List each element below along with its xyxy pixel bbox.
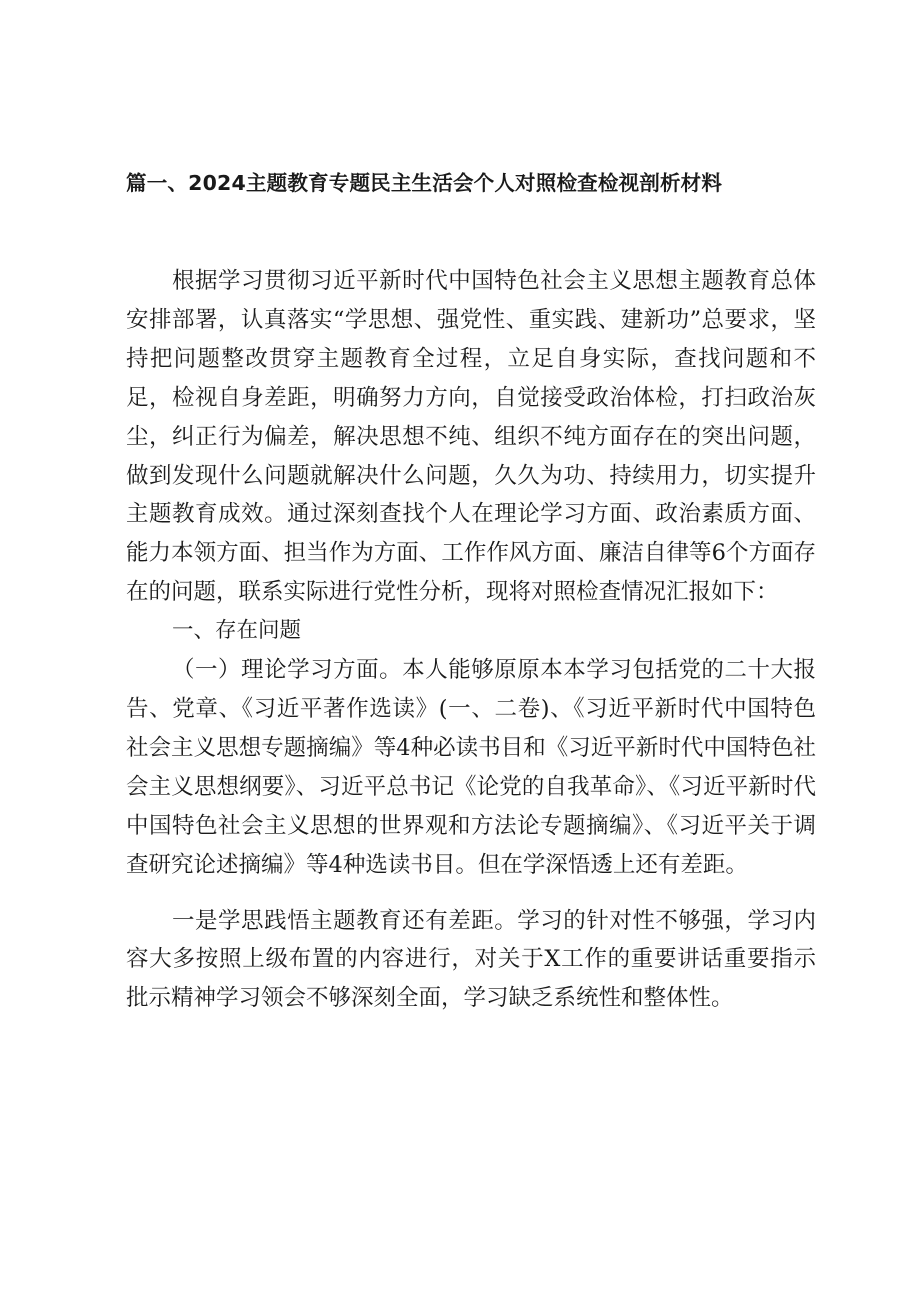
document-title: 篇一、2024主题教育专题民主生活会个人对照检查检视剖析材料 (126, 171, 723, 195)
paragraph-gap (126, 885, 816, 902)
point-one-paragraph: 一是学思践悟主题教育还有差距。学习的针对性不够强，学习内容大多按照上级布置的内容进行，对关于X工作的重要讲话重要指示批示精神学习领会不够深刻全面，学习缺乏系统性和整体性。 (126, 907, 816, 1012)
intro-paragraph: 根据学习贯彻习近平新时代中国特色社会主义思想主题教育总体安排部署，认真落实“学思想、强党性、重实践、建新功”总要求，坚持把问题整改贯穿主题教育全过程，立足自身实际，查找问题和不足，检视自身差距，明确努力方向，自觉接受政治体检，打扫政治灰尘，纠正行为偏差，解决思想不纯、组织不纯方面存在的突出问题，做到发现什么问题就解决什么问题，久久为功、持续用力，切实提升主题教育成效。通过深刻查找个人在理论学习方面、政治素质方面、能力本领方面、担当作为方面、工作作风方面、廉洁自律等6个方面存在的问题，联系实际进行党性分析，现将对照检查情况汇报如下： (126, 268, 816, 606)
theory-study-paragraph: （一）理论学习方面。本人能够原原本本学习包括党的二十大报告、党章、《习近平著作选读》(一、二卷)、《习近平新时代中国特色社会主义思想专题摘编》等4种必读书目和《习近平新时代中国特色社会主义思想纲要》、习近平总书记《论党的自我革命》、《习近平新时代中国特色社会主义思想的世界观和方法论专题摘编》、《习近平关于调查研究论述摘编》等4种选读书目。但在学深悟透上还有差距。 (126, 657, 816, 878)
section-heading-existing-problems: 一、存在问题 (172, 618, 302, 644)
document-body (126, 262, 816, 1018)
